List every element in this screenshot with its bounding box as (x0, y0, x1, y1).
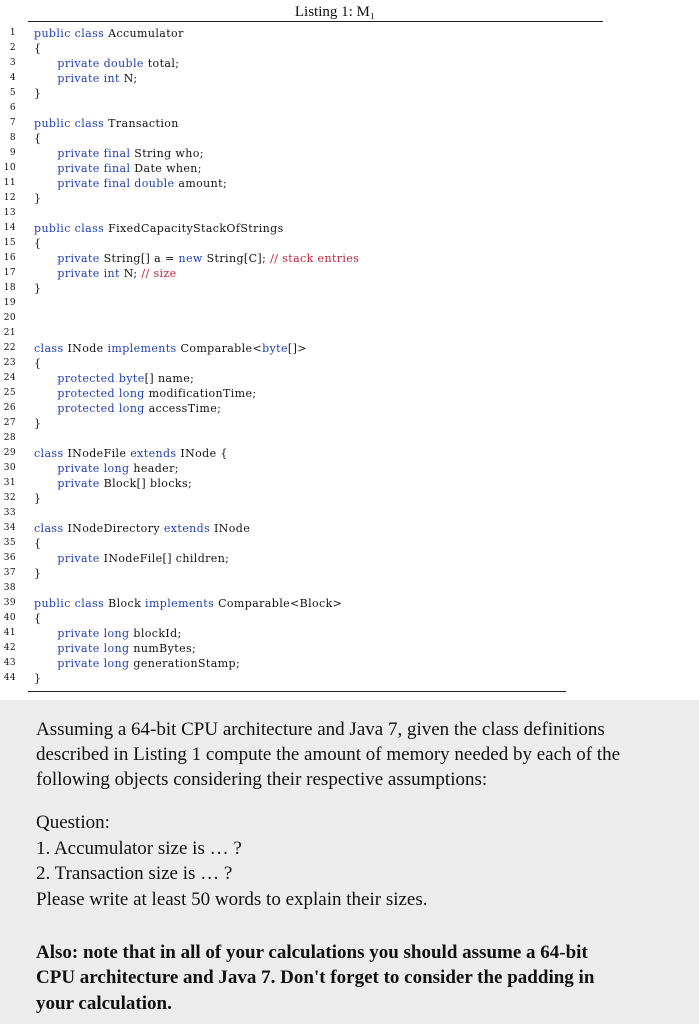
code-text (34, 596, 342, 611)
question-item-2: 2. Transaction size is … ? (36, 863, 233, 884)
code-line (0, 146, 699, 161)
code-token (34, 57, 57, 70)
code-keyword: private final (57, 162, 135, 175)
line-number: 33 (3, 508, 16, 518)
line-number: 22 (3, 343, 16, 353)
code-token (34, 162, 57, 175)
code-text (34, 626, 182, 641)
code-line (0, 41, 699, 56)
line-number: 6 (9, 103, 16, 113)
code-keyword: implements (145, 597, 219, 610)
code-token (34, 402, 57, 415)
code-token: INodeFile (67, 447, 131, 460)
code-line (0, 311, 699, 326)
code-token (34, 72, 57, 85)
code-token: String who; (134, 147, 204, 160)
code-keyword: private double (57, 57, 148, 70)
code-token: { (34, 612, 42, 625)
code-token: } (34, 567, 42, 580)
code-keyword: protected long (57, 387, 149, 400)
code-token: Comparable< (180, 342, 263, 355)
code-line (0, 191, 699, 206)
code-keyword: private int (57, 72, 124, 85)
code-keyword: private final (57, 147, 135, 160)
line-number: 36 (3, 553, 16, 563)
code-keyword: public class (34, 222, 109, 235)
code-token (34, 642, 57, 655)
line-number: 32 (3, 493, 16, 503)
code-token: Transaction (108, 117, 179, 130)
code-line (0, 401, 699, 416)
code-keyword: private final double (57, 177, 179, 190)
line-number: 39 (3, 598, 16, 608)
code-line (0, 356, 699, 371)
code-token (34, 387, 57, 400)
code-line (0, 221, 699, 236)
code-keyword: private long (57, 462, 134, 475)
code-text (34, 521, 250, 536)
code-line (0, 506, 699, 521)
line-number: 23 (3, 358, 16, 368)
code-line (0, 551, 699, 566)
code-line (0, 251, 699, 266)
code-token: total; (147, 57, 180, 70)
code-line (0, 71, 699, 86)
code-line (0, 176, 699, 191)
code-line (0, 386, 699, 401)
code-line (0, 341, 699, 356)
code-text (34, 401, 221, 416)
code-text (34, 566, 41, 581)
code-text (34, 641, 196, 656)
code-keyword: private long (57, 642, 134, 655)
code-text (34, 131, 41, 146)
code-token: INodeDirectory (67, 522, 164, 535)
code-text (34, 446, 228, 461)
line-number: 28 (3, 433, 16, 443)
code-token (34, 267, 57, 280)
code-keyword: public class (34, 27, 109, 40)
line-number: 20 (3, 313, 16, 323)
code-keyword: implements (107, 342, 181, 355)
intro-line-2: described in Listing 1 compute the amount of memory needed by each of the (36, 744, 621, 765)
code-token: } (34, 192, 42, 205)
code-line (0, 431, 699, 446)
code-token: FixedCapacityStackOfStrings (108, 222, 284, 235)
code-keyword: extends (130, 447, 181, 460)
code-line (0, 656, 699, 671)
code-keyword: byte (262, 342, 288, 355)
code-token (34, 477, 57, 490)
line-number: 7 (9, 118, 16, 128)
line-number: 2 (9, 43, 16, 53)
code-token: } (34, 282, 42, 295)
code-line (0, 416, 699, 431)
code-text (34, 611, 41, 626)
question-panel (0, 700, 699, 1024)
line-number: 43 (3, 658, 16, 668)
code-text (34, 116, 179, 131)
code-token: Block[] blocks; (103, 477, 193, 490)
code-token: INode (67, 342, 108, 355)
code-token: INode (214, 522, 251, 535)
line-number: 25 (3, 388, 16, 398)
note-line-2: CPU architecture and Java 7. Don't forget to consider the padding in (36, 967, 595, 988)
line-number: 30 (3, 463, 16, 473)
code-text (34, 71, 137, 86)
code-text (34, 356, 41, 371)
code-text (34, 221, 284, 236)
code-text (34, 656, 240, 671)
line-number: 27 (3, 418, 16, 428)
code-keyword: public class (34, 117, 109, 130)
code-text (34, 386, 257, 401)
code-token: { (34, 132, 42, 145)
code-token (34, 372, 57, 385)
line-number: 21 (3, 328, 16, 338)
code-line (0, 326, 699, 341)
code-token: Date when; (134, 162, 202, 175)
code-line (0, 611, 699, 626)
code-text (34, 176, 227, 191)
code-text (34, 191, 41, 206)
code-keyword: new (178, 252, 207, 265)
code-line (0, 131, 699, 146)
line-number: 8 (9, 133, 16, 143)
line-number: 17 (3, 268, 16, 278)
code-text (34, 671, 41, 686)
line-number: 42 (3, 643, 16, 653)
code-token: blockId; (133, 627, 182, 640)
code-keyword: private long (57, 627, 134, 640)
code-line (0, 206, 699, 221)
code-text (34, 86, 41, 101)
code-keyword: private (57, 477, 104, 490)
question-item-1: 1. Accumulator size is … ? (36, 838, 242, 859)
line-number: 34 (3, 523, 16, 533)
line-number: 37 (3, 568, 16, 578)
code-line (0, 536, 699, 551)
line-number: 18 (3, 283, 16, 293)
code-token: } (34, 87, 42, 100)
note-line-1: Also: note that in all of your calculations you should assume a 64-bit (36, 942, 588, 963)
code-token: modificationTime; (148, 387, 257, 400)
code-token: N; (123, 72, 138, 85)
code-text (34, 281, 41, 296)
code-token: [] name; (144, 372, 195, 385)
code-text (34, 536, 41, 551)
code-line (0, 641, 699, 656)
code-token: header; (133, 462, 179, 475)
code-token: } (34, 672, 42, 685)
code-token: } (34, 417, 42, 430)
code-line (0, 446, 699, 461)
code-keyword: private (57, 552, 104, 565)
code-line (0, 671, 699, 686)
code-text (34, 551, 229, 566)
line-number: 15 (3, 238, 16, 248)
code-token: generationStamp; (133, 657, 241, 670)
code-token: } (34, 492, 42, 505)
code-line (0, 86, 699, 101)
line-number: 5 (9, 88, 16, 98)
code-token (34, 177, 57, 190)
code-line (0, 461, 699, 476)
code-token: { (34, 357, 42, 370)
line-number: 16 (3, 253, 16, 263)
code-text (34, 461, 179, 476)
line-number: 9 (9, 148, 16, 158)
code-text (34, 266, 177, 281)
code-token: INode { (180, 447, 228, 460)
code-token: Accumulator (108, 27, 184, 40)
code-line (0, 56, 699, 71)
code-text (34, 416, 41, 431)
line-number: 3 (9, 58, 16, 68)
code-text (34, 251, 359, 266)
code-token: { (34, 42, 42, 55)
listing-bottom-rule (28, 691, 566, 692)
code-token (34, 147, 57, 160)
line-number: 4 (9, 73, 16, 83)
code-line (0, 26, 699, 41)
code-keyword: protected byte (57, 372, 145, 385)
code-line (0, 371, 699, 386)
code-token: accessTime; (148, 402, 222, 415)
code-text (34, 56, 179, 71)
line-number: 14 (3, 223, 16, 233)
code-keyword: class (34, 342, 68, 355)
code-token: Block (108, 597, 146, 610)
code-keyword: extends (163, 522, 214, 535)
code-text (34, 161, 202, 176)
code-token (34, 627, 57, 640)
code-keyword: private (57, 252, 104, 265)
code-line (0, 281, 699, 296)
line-number: 41 (3, 628, 16, 638)
line-number: 38 (3, 583, 16, 593)
line-number: 40 (3, 613, 16, 623)
code-line (0, 491, 699, 506)
intro-line-3: following objects considering their respective assumptions: (36, 769, 488, 790)
code-token (34, 657, 57, 670)
line-number: 24 (3, 373, 16, 383)
code-line (0, 116, 699, 131)
code-line (0, 476, 699, 491)
code-text (34, 236, 41, 251)
line-number: 10 (3, 163, 16, 173)
code-line (0, 236, 699, 251)
caption-top-rule (28, 21, 603, 22)
line-number: 31 (3, 478, 16, 488)
code-token (34, 552, 57, 565)
code-keyword: class (34, 447, 68, 460)
note-line-3: your calculation. (36, 993, 172, 1014)
line-number: 12 (3, 193, 16, 203)
code-comment: // stack entries (270, 252, 360, 265)
code-line (0, 101, 699, 116)
code-token (34, 252, 57, 265)
code-token: amount; (178, 177, 228, 190)
code-token: { (34, 537, 42, 550)
code-token: numBytes; (133, 642, 197, 655)
code-keyword: public class (34, 597, 109, 610)
code-token: N; (123, 267, 142, 280)
code-token: []> (287, 342, 307, 355)
code-line (0, 581, 699, 596)
code-keyword: class (34, 522, 68, 535)
code-line (0, 296, 699, 311)
code-line (0, 266, 699, 281)
code-text (34, 491, 41, 506)
code-line (0, 626, 699, 641)
code-keyword: private int (57, 267, 124, 280)
code-line (0, 161, 699, 176)
code-line (0, 566, 699, 581)
code-text (34, 26, 184, 41)
line-number: 29 (3, 448, 16, 458)
intro-line-1: Assuming a 64-bit CPU architecture and Java 7, given the class definitions (36, 719, 605, 740)
code-token: String[C]; (206, 252, 271, 265)
code-line (0, 521, 699, 536)
line-number: 1 (9, 28, 16, 38)
code-token: String[] a = (103, 252, 179, 265)
code-token (34, 462, 57, 475)
line-number: 19 (3, 298, 16, 308)
code-token: INodeFile[] children; (103, 552, 230, 565)
code-keyword: protected long (57, 402, 149, 415)
line-number: 11 (3, 178, 16, 188)
line-number: 26 (3, 403, 16, 413)
code-keyword: private long (57, 657, 134, 670)
line-number: 35 (3, 538, 16, 548)
code-line (0, 596, 699, 611)
code-text (34, 476, 192, 491)
code-token: Comparable<Block> (218, 597, 343, 610)
question-instruction: Please write at least 50 words to explain their sizes. (36, 889, 428, 910)
code-text (34, 341, 307, 356)
question-heading: Question: (36, 812, 110, 833)
line-number: 13 (3, 208, 16, 218)
code-text (34, 146, 204, 161)
line-number: 44 (3, 673, 16, 683)
code-text (34, 41, 41, 56)
listing-caption: Listing 1: M₁ (294, 4, 376, 20)
code-text (34, 371, 194, 386)
code-token: { (34, 237, 42, 250)
code-comment: // size (141, 267, 177, 280)
